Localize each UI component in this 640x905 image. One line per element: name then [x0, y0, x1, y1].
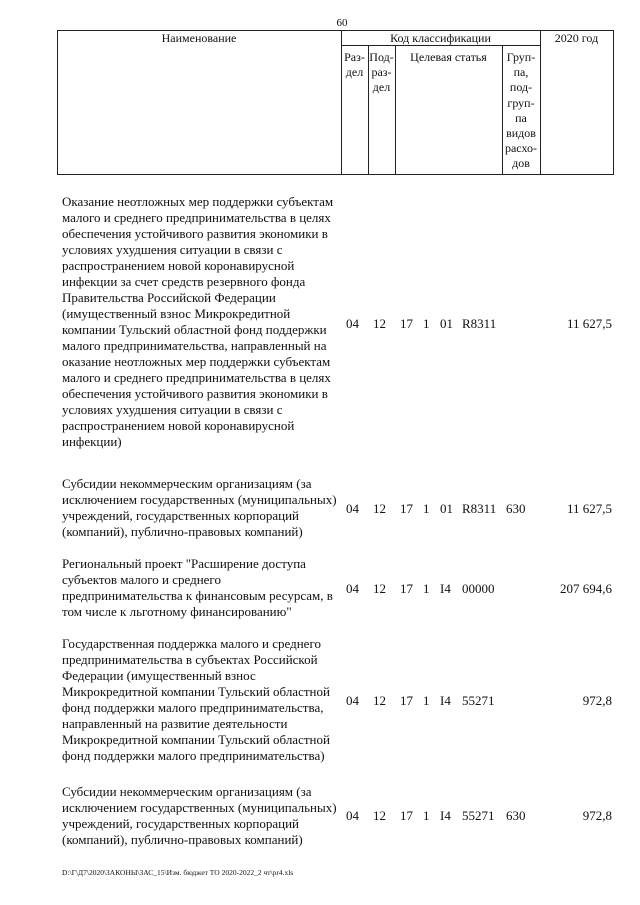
header-podrazdel: Под- раз- дел — [369, 50, 394, 95]
row-target-3: I4 — [440, 808, 451, 823]
file-path-footer: D:\Г\Д7\2020\ЗАКОНЫ\ЗАС_15\Изм. бюджет ТО 2020-2022_2 чт\pr4.xls — [62, 868, 294, 877]
row-amount: 11 627,5 — [566, 501, 612, 516]
header-name: Наименование — [161, 31, 237, 45]
row-name: Субсидии некоммерческим организациям (за исключением государственных (муниципальных) учреждений, государственных корпораций (компаний), публично-правовых компаний) — [62, 476, 337, 539]
row-razdel: 04 — [346, 581, 359, 596]
row-amount: 972,8 — [582, 808, 612, 823]
row-amount: 11 627,5 — [566, 316, 612, 331]
row-target-1: 17 — [400, 808, 413, 823]
page-number: 60 — [336, 17, 348, 29]
row-podrazdel: 12 — [373, 808, 386, 823]
row-target-4: 00000 — [462, 581, 495, 596]
row-target-2: 1 — [423, 501, 430, 516]
row-amount: 972,8 — [582, 693, 612, 708]
row-amount: 207 694,6 — [560, 581, 612, 596]
row-target-2: 1 — [423, 693, 430, 708]
row-podrazdel: 12 — [373, 693, 386, 708]
row-target-2: 1 — [423, 316, 430, 331]
row-razdel: 04 — [346, 808, 359, 823]
row-group: 630 — [506, 501, 526, 516]
row-name: Оказание неотложных мер поддержки субъектам малого и среднего предпринимательства в целях обеспечения устойчивого развития экономики в условиях ухудшения ситуации в связи с распространением новой коронавирусной инфекции за счет средств резервного фонда Правительства Российской Федерации (имущественный взнос Микрокредитной компании Тульский областной фонд поддержки малого предпринимательства, направленный на оказание неотложных мер поддержки субъектам малого и среднего предпринимательства в целях обеспечения устойчивого развития экономики в условиях ухудшения ситуации в связи с распространением новой коронавирусной инфекции) — [62, 194, 334, 449]
row-name: Субсидии некоммерческим организациям (за исключением государственных (муниципальных) учреждений, государственных корпораций (компаний), публично-правовых компаний) — [62, 784, 337, 847]
row-target-2: 1 — [423, 808, 430, 823]
header-target: Целевая статья — [410, 50, 487, 64]
row-target-3: I4 — [440, 693, 451, 708]
row-target-3: 01 — [440, 316, 453, 331]
header-group: Груп- па, под- груп- па видов расхо- дов — [504, 50, 538, 171]
row-target-1: 17 — [400, 316, 413, 331]
row-target-4: 55271 — [462, 808, 495, 823]
row-podrazdel: 12 — [373, 316, 386, 331]
row-target-1: 17 — [400, 693, 413, 708]
row-name: Государственная поддержка малого и среднего предпринимательства в субъектах Российской Федерации (имущественный взнос Микрокредитной компании Тульский областной фонд поддержки малого предпринимательства, направленный на развитие деятельности Микрокредитной компании Тульский областной фонд поддержки малого предпринимательства) — [62, 636, 330, 763]
header-razdel: Раз- дел — [344, 50, 365, 80]
row-target-3: I4 — [440, 581, 451, 596]
row-razdel: 04 — [346, 693, 359, 708]
row-target-4: 55271 — [462, 693, 495, 708]
row-target-4: R8311 — [462, 316, 497, 331]
row-target-2: 1 — [423, 581, 430, 596]
row-podrazdel: 12 — [373, 501, 386, 516]
row-name: Региональный проект "Расширение доступа субъектов малого и среднего предпринимательства к финансовым ресурсам, в том числе к льготному финансированию" — [62, 556, 333, 619]
row-podrazdel: 12 — [373, 581, 386, 596]
row-target-4: R8311 — [462, 501, 497, 516]
row-target-1: 17 — [400, 501, 413, 516]
row-razdel: 04 — [346, 501, 359, 516]
row-razdel: 04 — [346, 316, 359, 331]
row-target-3: 01 — [440, 501, 453, 516]
row-group: 630 — [506, 808, 526, 823]
row-target-1: 17 — [400, 581, 413, 596]
header-year: 2020 год — [554, 31, 599, 45]
header-classification: Код классификации — [390, 31, 491, 45]
